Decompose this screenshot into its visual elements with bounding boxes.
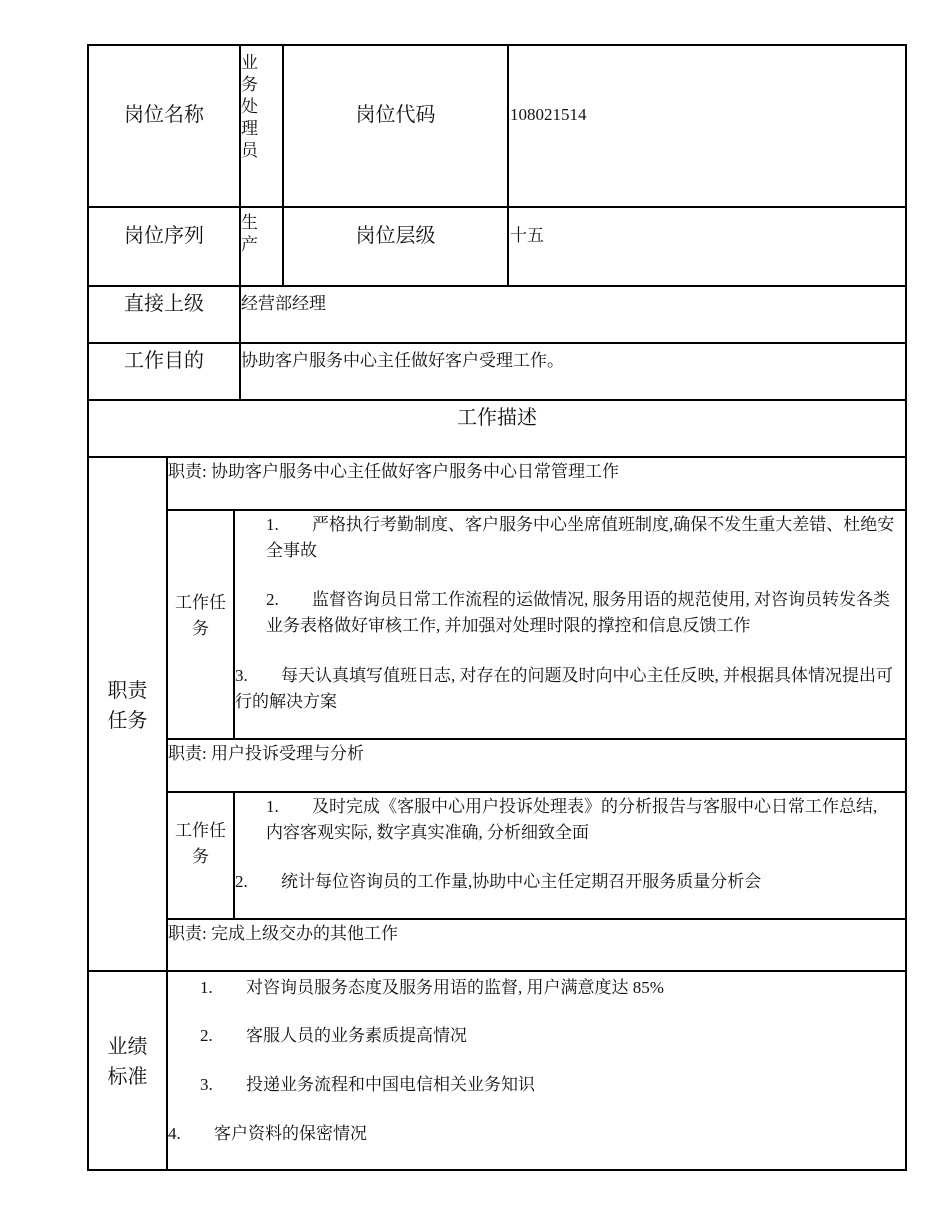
row-divider — [167, 738, 907, 740]
task-item — [235, 663, 899, 715]
performance-text: 客户资料的保密情况 — [214, 1124, 367, 1143]
task-label — [168, 590, 233, 642]
sequence-label: 岗位序列 — [124, 225, 204, 247]
task-number: 2. — [235, 872, 248, 891]
table-border-left — [87, 44, 89, 1171]
row-divider — [167, 791, 907, 793]
column-divider — [507, 44, 509, 286]
task-label-line: 工作任 — [175, 593, 226, 612]
task-label-line: 工作任 — [175, 821, 226, 840]
task-text: 监督咨询员日常工作流程的运做情况, 服务用语的规范使用, 对咨询员转发各类业务表格做好审核工作, 并加强对处理时限的撑控和信息反馈工作 — [266, 590, 890, 635]
superior-label: 直接上级 — [124, 293, 204, 315]
task-item — [266, 512, 898, 564]
task-number: 3. — [235, 666, 248, 685]
row-divider — [87, 206, 907, 208]
task-number: 1. — [266, 515, 279, 534]
purpose-value: 协助客户服务中心主任做好客户受理工作。 — [241, 351, 564, 370]
task-text: 及时完成《客服中心用户投诉处理表》的分析报告与客服中心日常工作总结, 内容客观实际, 数字真实准确, 分析细致全面 — [266, 797, 878, 842]
position-name-char: 务 — [241, 75, 258, 94]
duties-label-line: 职责 — [107, 680, 148, 702]
duties-label-line: 任务 — [107, 710, 148, 732]
performance-label-line: 业绩 — [107, 1036, 148, 1058]
description-title: 工作描述 — [457, 407, 537, 429]
position-name-char: 理 — [241, 119, 258, 138]
task-text: 每天认真填写值班日志, 对存在的问题及时向中心主任反映, 并根据具体情况提出可行的解决方案 — [235, 666, 893, 711]
task-label — [168, 818, 233, 870]
sequence-value — [241, 212, 258, 256]
task-label-line: 务 — [192, 619, 209, 638]
row-divider — [87, 399, 907, 401]
duties-label — [89, 676, 166, 736]
level-value: 十五 — [510, 226, 544, 245]
sequence-char: 生 — [241, 213, 258, 232]
performance-text: 投递业务流程和中国电信相关业务知识 — [246, 1075, 535, 1094]
performance-text: 客服人员的业务素质提高情况 — [246, 1026, 467, 1045]
position-name-char: 处 — [241, 97, 258, 116]
row-divider — [167, 918, 907, 920]
task-item — [235, 869, 899, 895]
position-name-label: 岗位名称 — [124, 104, 204, 126]
purpose-label: 工作目的 — [124, 350, 204, 372]
position-code-value: 108021514 — [510, 105, 587, 124]
position-code-label: 岗位代码 — [355, 104, 436, 126]
performance-item — [200, 1027, 467, 1044]
table-border-right — [905, 44, 907, 1171]
position-name-char: 员 — [241, 141, 258, 160]
performance-label — [89, 1032, 166, 1092]
task-label-line: 务 — [192, 847, 209, 866]
task-number: 1. — [266, 797, 279, 816]
row-divider — [87, 970, 907, 972]
position-name-value — [241, 52, 258, 162]
column-divider — [233, 791, 235, 919]
column-divider — [282, 44, 284, 286]
row-divider — [87, 285, 907, 287]
row-divider — [87, 456, 907, 458]
task-text: 统计每位咨询员的工作量,协助中心主任定期召开服务质量分析会 — [281, 872, 762, 891]
row-divider — [87, 342, 907, 344]
column-divider — [166, 456, 168, 1170]
performance-number: 2. — [200, 1026, 213, 1045]
sequence-char: 产 — [241, 235, 258, 254]
performance-number: 4. — [168, 1124, 181, 1143]
performance-number: 3. — [200, 1075, 213, 1094]
task-item — [266, 587, 898, 639]
task-text: 严格执行考勤制度、客户服务中心坐席值班制度,确保不发生重大差错、杜绝安全事故 — [266, 515, 895, 560]
task-number: 2. — [266, 590, 279, 609]
table-border-bottom — [87, 1169, 907, 1171]
table-border-top — [87, 44, 907, 46]
task-item — [266, 794, 898, 846]
row-divider — [167, 509, 907, 511]
superior-value: 经营部经理 — [241, 294, 326, 313]
duty-title: 职责: 协助客户服务中心主任做好客户服务中心日常管理工作 — [168, 462, 619, 481]
performance-label-line: 标准 — [107, 1066, 148, 1088]
performance-item — [168, 1125, 367, 1142]
duty-title: 职责: 用户投诉受理与分析 — [168, 744, 364, 763]
duty-title: 职责: 完成上级交办的其他工作 — [168, 924, 398, 943]
level-label: 岗位层级 — [355, 225, 436, 247]
performance-text: 对咨询员服务态度及服务用语的监督, 用户满意度达 85% — [246, 978, 664, 997]
performance-number: 1. — [200, 978, 213, 997]
position-name-char: 业 — [241, 53, 258, 72]
performance-item — [200, 979, 664, 996]
performance-item — [200, 1076, 535, 1093]
